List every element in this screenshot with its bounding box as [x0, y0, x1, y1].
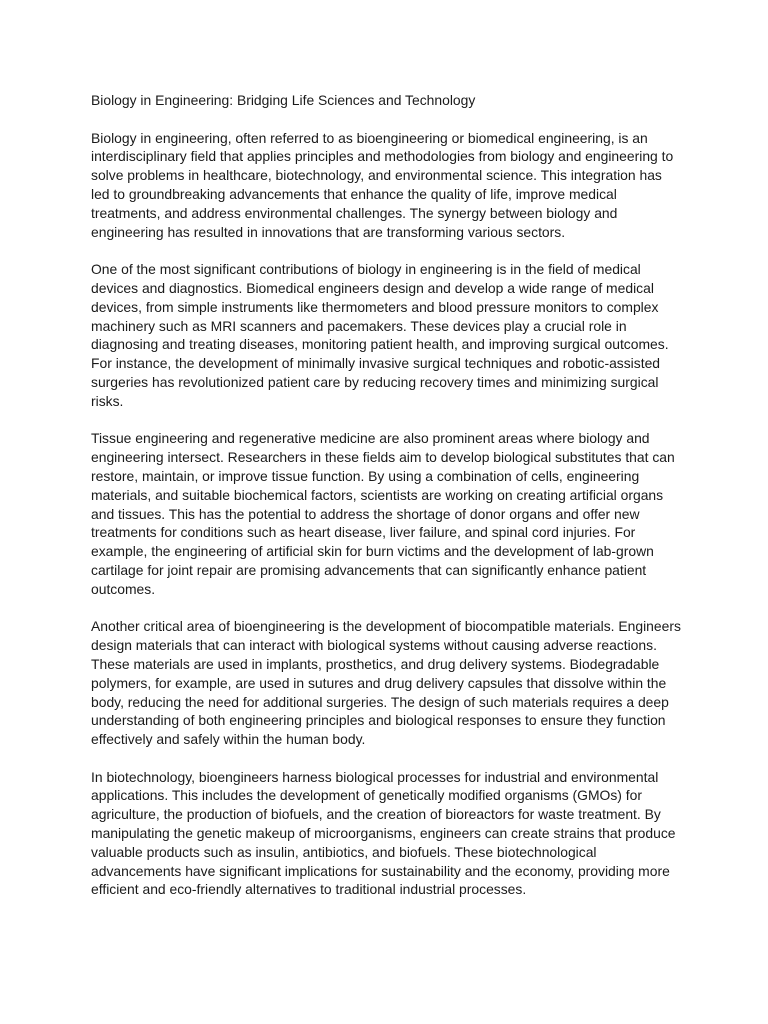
- paragraph-line: solve problems in healthcare, biotechnology, and environmental science. This integration has: [91, 167, 662, 184]
- paragraph-line: and tissues. This has the potential to address the shortage of donor organs and offer new: [91, 505, 640, 522]
- paragraph-line: design materials that can interact with biological systems without causing adverse reactions.: [91, 637, 657, 654]
- paragraph-line: Tissue engineering and regenerative medicine are also prominent areas where biology and: [91, 430, 650, 447]
- paragraph-line: cartilage for joint repair are promising advancements that can significantly enhance patient: [91, 561, 647, 578]
- body-paragraph: [91, 260, 681, 410]
- paragraph-line: example, the engineering of artificial skin for burn victims and the development of lab-grown: [91, 543, 654, 560]
- paragraph-line: agriculture, the production of biofuels, and the creation of bioreactors for waste treatment. By: [91, 806, 661, 823]
- paragraph-line: polymers, for example, are used in sutures and drug delivery capsules that dissolve within the: [91, 674, 667, 691]
- paragraph-line: Another critical area of bioengineering is the development of biocompatible materials. Engineers: [91, 618, 681, 635]
- paragraph-line: One of the most significant contributions of biology in engineering is in the field of medical: [91, 261, 641, 278]
- paragraph-line: valuable products such as insulin, antibiotics, and biofuels. These biotechnological: [91, 843, 597, 860]
- paragraph-line: For instance, the development of minimally invasive surgical techniques and robotic-assisted: [91, 355, 661, 372]
- body-paragraph: [91, 129, 681, 242]
- paragraph-line: treatments for conditions such as heart disease, liver failure, and spinal cord injuries. For: [91, 524, 636, 541]
- paragraph-line: advancements have significant implications for sustainability and the economy, providing more: [91, 862, 670, 879]
- paragraph-line: engineering intersect. Researchers in these fields aim to develop biological substitutes that can: [91, 449, 675, 466]
- paragraph-line: interdisciplinary field that applies principles and methodologies from biology and engineering to: [91, 148, 674, 165]
- body-paragraph: [91, 429, 681, 598]
- document-title: Biology in Engineering: Bridging Life Sciences and Technology: [91, 92, 476, 108]
- paragraph-line: applications. This includes the development of genetically modified organisms (GMOs) for: [91, 787, 642, 804]
- paragraph-line: These materials are used in implants, prosthetics, and drug delivery systems. Biodegradable: [91, 655, 660, 672]
- paragraph-line: outcomes.: [91, 580, 156, 597]
- document-page: [91, 91, 681, 918]
- paragraph-line: efficient and eco-friendly alternatives to traditional industrial processes.: [91, 881, 527, 898]
- paragraph-line: surgeries has revolutionized patient care by reducing recovery times and minimizing surgical: [91, 373, 659, 390]
- paragraph-line: diagnosing and treating diseases, monitoring patient health, and improving surgical outcomes.: [91, 336, 669, 353]
- paragraph-line: manipulating the genetic makeup of microorganisms, engineers can create strains that produce: [91, 825, 676, 842]
- paragraph-line: effectively and safely within the human body.: [91, 731, 366, 748]
- paragraph-line: In biotechnology, bioengineers harness biological processes for industrial and environmental: [91, 768, 659, 785]
- paragraph-line: restore, maintain, or improve tissue function. By using a combination of cells, engineering: [91, 467, 640, 484]
- paragraph-line: devices, from simple instruments like thermometers and blood pressure monitors to complex: [91, 298, 659, 315]
- paragraph-line: treatments, and address environmental challenges. The synergy between biology and: [91, 204, 618, 221]
- paragraph-line: risks.: [91, 392, 124, 409]
- paragraph-line: devices and diagnostics. Biomedical engineers design and develop a wide range of medical: [91, 279, 654, 296]
- paragraph-line: body, reducing the need for additional surgeries. The design of such materials requires a deep: [91, 693, 669, 710]
- document-body: [91, 129, 681, 900]
- body-paragraph: [91, 768, 681, 900]
- paragraph-line: materials, and suitable biochemical factors, scientists are working on creating artificial organs: [91, 486, 664, 503]
- paragraph-line: machinery such as MRI scanners and pacemakers. These devices play a crucial role in: [91, 317, 627, 334]
- body-paragraph: [91, 617, 681, 749]
- paragraph-line: led to groundbreaking advancements that enhance the quality of life, improve medical: [91, 185, 617, 202]
- paragraph-line: engineering has resulted in innovations that are transforming various sectors.: [91, 223, 566, 240]
- paragraph-line: Biology in engineering, often referred to as bioengineering or biomedical engineering, is an: [91, 129, 648, 146]
- paragraph-line: understanding of both engineering principles and biological responses to ensure they function: [91, 712, 666, 729]
